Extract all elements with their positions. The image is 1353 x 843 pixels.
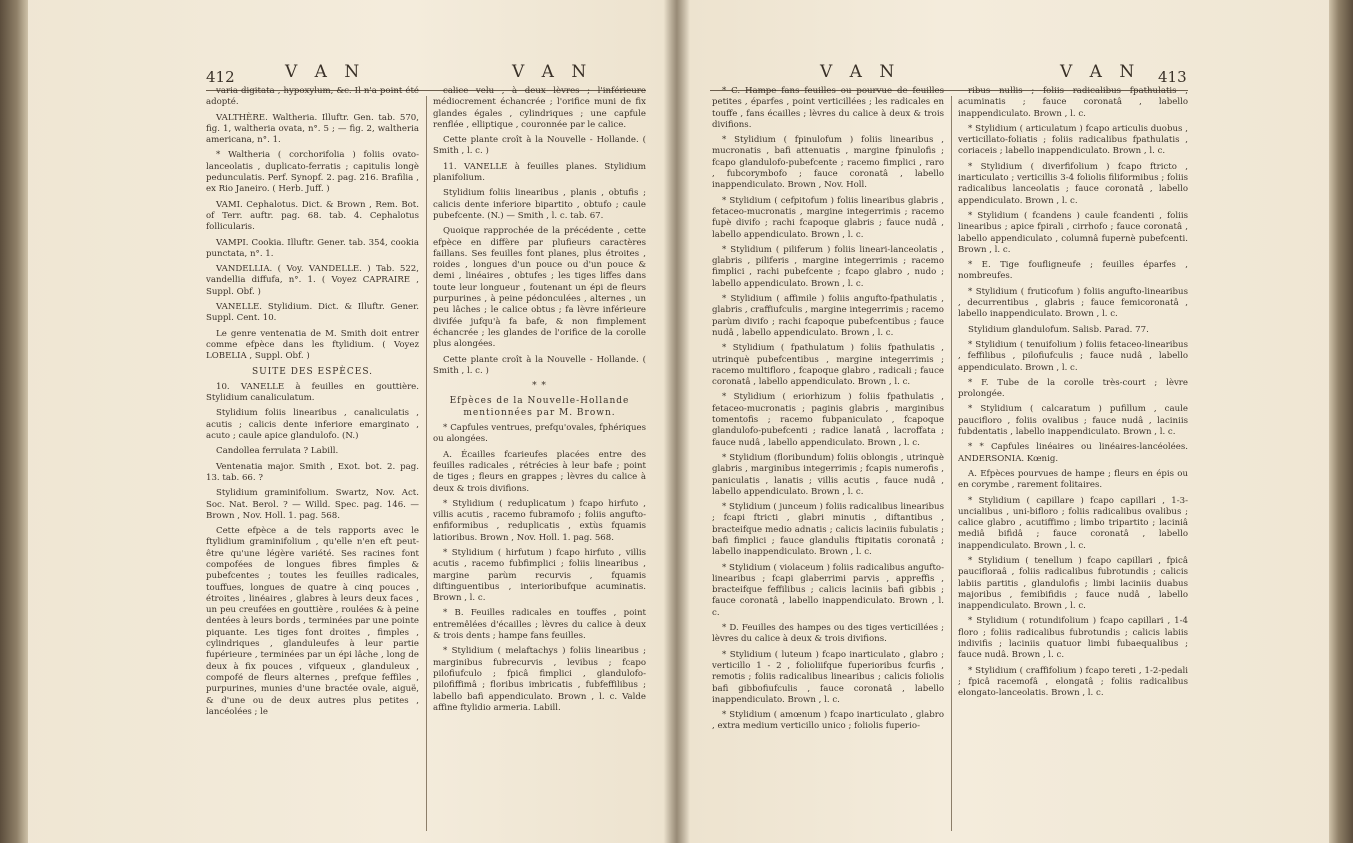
- paragraph: * Stylidium ( eriorhizum ) foliis fpathulatis , fetaceo-mucronatis ; paginis glabris , marginibus tomentofis ; racemo fubpaniculato , fcapoque glandulofo-pubefcenti ; radice lanatâ , lacroffata ; fauce nudâ , labello appendiculato. Brown , l. c.: [712, 392, 944, 448]
- paragraph: VANELLE. Stylidium. Dict. & Illuftr. Gener. Suppl. Cent. 10.: [206, 302, 419, 324]
- paragraph: Le genre ventenatia de M. Smith doit entrer comme efpèce dans les ftylidium. ( Voyez LOBELIA , Suppl. Obf. ): [206, 328, 419, 362]
- paragraph: Stylidium foliis linearibus , canaliculatis , acutis ; calicis dente inferiore emarginato , acuto ; caule apice glandulofo. (N.): [206, 408, 419, 442]
- paragraph: * Stylidium ( tenuifolium ) foliis fetaceo-linearibus , feffilibus , pilofiufculis ; fauce nudâ , labello appendiculato. Brown , l. c.: [958, 339, 1188, 373]
- paragraph: * F. Tube de la corolle très-court ; lèvre prolongée.: [958, 377, 1188, 400]
- paragraph: * Stylidium ( fcandens ) caule fcandenti , foliis linearibus ; apice fpirali , cirrhofo ; fauce coronatâ , labello appendiculato , columnâ fupernè pubefcenti. Brown , l. c.: [958, 210, 1188, 255]
- paragraph: VAMI. Cephalotus. Dict. & Brown , Rem. Bot. of Terr. auftr. pag. 68. tab. 4. Cephalotus follicularis.: [206, 199, 419, 233]
- paragraph: * Capfules ventrues, prefqu'ovales, fphériques ou alongées.: [433, 423, 646, 445]
- paragraph: * Stylidium ( diverfifolium ) fcapo ftricto , inarticulato ; verticillis 3-4 foliolis filiformibus ; foliis radicalibus lanceolatis ; fauce coronatâ , labello appendiculato. Brown , l. c.: [958, 161, 1188, 206]
- paragraph: * B. Feuilles radicales en touffes , point entremêlées d'écailles ; lèvres du calice à deux & trois dents ; hampe fans feuilles.: [433, 608, 646, 642]
- paragraph: 11. VANELLE à feuilles planes. Stylidium planifolium.: [433, 161, 646, 184]
- paragraph: Quoique rapprochée de la précédente , cette efpèce en diffère par plufieurs caractères faillans. Ses feuilles font planes, plus étroites , roides , longues d'un pouce ou d'un pouce & demi , linéaires , obtufes ; les tiges liffes dans toute leur longueur , foutenant un épi de fleurs purpurines , à peine pédonculées , alternes , un peu lâches ; le calice obtus ; fa lèvre inférieure divifée jufqu'à fa bafe, & non fimplement échancrée ; les glandes de l'orifice de la corolle plus alongées.: [433, 226, 646, 350]
- paragraph: * Stylidium ( luteum ) fcapo inarticulato , glabro ; verticillo 1 - 2 , folioliifque fuperioribus fcurfis , remotis ; foliis radicalibus linearibus ; calicis foliolis bafi gibbofiufculis , fauce coronatâ , labello inappendiculato. Brown , l. c.: [712, 649, 944, 705]
- paragraph: Ventenatia major. Smith , Exot. bot. 2. pag. 13. tab. 66. ?: [206, 461, 419, 483]
- page-edge-left: [0, 0, 28, 843]
- paragraph: * Stylidium ( calcaratum ) pufillum , caule paucifloro , foliis ovalibus ; fauce nudâ , laciniis fubdentatis , labello inappendiculato. Brown , l. c.: [958, 404, 1188, 438]
- paragraph: 10. VANELLE à feuilles en gouttière. Stylidium canaliculatum.: [206, 381, 419, 404]
- paragraph: SUITE DES ESPÈCES.: [251, 366, 374, 377]
- right-page-number: 413: [1158, 68, 1187, 86]
- paragraph: * Stylidium ( tenellum ) fcapo capillari , fpicâ paucifloraâ , foliis radicalibus fubrotundis ; calicis labiis partitis , glandulofis ; limbi laciniis duabus majoribus , femibifidis ; fauce nudâ , labello inappendiculato. Brown , l. c.: [958, 555, 1188, 612]
- paragraph: A. Efpèces pourvues de hampe ; fleurs en épis ou en corymbe , rarement folitaires.: [958, 468, 1188, 491]
- right-running-head-1: V A N: [820, 62, 901, 82]
- paragraph: VALTHÈRE. Waltheria. Illuftr. Gen. tab. 570, fig. 1, waltheria ovata, n°. 5 ; — fig. 2, waltheria americana, n°. 1.: [206, 112, 419, 146]
- paragraph: * Stylidium ( violaceum ) foliis radicalibus angufto-linearibus ; fcapi glaberrimi parvis , appreffis , bracteifque feffilibus ; calicis laciniis bafi gibbis ; fauce coronatâ , labello inappendiculato. Brown , l. c.: [712, 562, 944, 618]
- paragraph: calice velu , à deux lèvres ; l'inférieure médiocrement échancrée ; l'orifice muni de fix glandes égales , cylindriques ; une capfule renflée , elliptique , couronnée par le calice.: [433, 86, 646, 130]
- paragraph: Stylidium foliis linearibus , planis , obtufis ; calicis dente inferiore bipartito , obtufo ; caule pubefcente. (N.) — Smith , l. c. tab. 67.: [433, 188, 646, 221]
- book-gutter: [664, 0, 690, 843]
- right-running-head-2: V A N: [1060, 62, 1141, 82]
- paragraph: * E. Tige foufligneufe ; feuilles éparfes , nombreufes.: [958, 260, 1188, 282]
- left-page-number: 412: [206, 68, 235, 86]
- paragraph: * Stylidium ( cefpitofum ) foliis linearibus glabris , fetaceo-mucronatis , margine integerrimis ; racemo fupè divifo ; rachi fcapoque glabris ; fauce nudâ , labello appendiculato. Brown , l. c.: [712, 195, 944, 240]
- paragraph: * Stylidium ( melaftachys ) foliis linearibus ; marginibus fubrecurvis , levibus ; fcapo pilofiufculo ; fpicâ fimplici , glandulofo-pilofiffimâ ; floribus imbricatis , fubfeffilibus ; labello bafi appendiculato. Brown , l. c. Valde affine ftylidio armeria. Labill.: [433, 646, 646, 713]
- paragraph: VAMPI. Cookia. Illuftr. Gener. tab. 354, cookia punctata, n°. 1.: [206, 237, 419, 259]
- paragraph: * Stylidium ( amœnum ) fcapo inarticulato , glabro , extra medium verticillo unico ; foliolis fuperio-: [712, 710, 944, 732]
- paragraph: * Stylidium ( reduplicatum ) fcapo hirfuto , villis acutis , racemo fubramofo ; foliis angufto-enfiformibus , reduplicatis , extùs fquamis latioribus. Brown , Nov. Holl. 1. pag. 568.: [433, 498, 646, 543]
- paragraph: * Stylidium ( hirfutum ) fcapo hirfuto , villis acutis , racemo fubfimplici ; foliis linearibus , margine parùm recurvis , fquamis diftinguentibus , interioribufque acuminatis. Brown , l. c.: [433, 547, 646, 604]
- paragraph: * Stylidium ( piliferum ) foliis lineari-lanceolatis , glabris , piliferis , margine integerrimis ; racemo fimplici , rachi pubefcente ; fcapo glabro , nudo ; labello appendiculato. Brown , l. c.: [712, 244, 944, 289]
- paragraph: * * Capfules linéaires ou linéaires-lancéolées. ANDERSONIA. Kœnig.: [958, 442, 1188, 464]
- paragraph: * Stylidium ( capillare ) fcapo capillari , 1-3-uncialibus , uni-bifloro ; foliis radicalibus ovalibus ; calice glabro , acutiffimo ; limbo tripartito ; laciniâ mediâ bifidâ ; fauce coronatâ , labello inappendiculato. Brown , l. c.: [958, 495, 1188, 551]
- left-column-2: [433, 86, 646, 828]
- right-column-divider: [951, 96, 952, 831]
- right-column-2: [958, 86, 1188, 828]
- paragraph: ribus nullis ; foliis radicalibus fpathulatis , acuminatis ; fauce coronatâ , labello inappendiculato. Brown , l. c.: [958, 86, 1188, 119]
- paragraph: * Stylidium ( fpinulofum ) foliis linearibus , mucronatis , bafi attenuatis , margine fpinulofis ; fcapo glandulofo-pubefcente ; racemo fimplici , raro , fubcorymbofo ; fauce coronatâ , labello inappendiculato. Brown , Nov. Holl.: [712, 135, 944, 191]
- left-running-head-2: V A N: [512, 62, 593, 82]
- paragraph: VANDELLIA. ( Voy. VANDELLE. ) Tab. 522, vandellia diffufa, n°. 1. ( Voyez CAPRAIRE , Suppl. Obf. ): [206, 264, 419, 297]
- page-edge-right: [1329, 0, 1353, 843]
- paragraph: * Stylidium ( affimile ) foliis angufto-fpathulatis , glabris , craffiufculis , margine integerrimis ; racemo parùm divifo ; rachi fcapoque pubefcentibus ; fauce nudâ , labello appendiculato. Brown , l. c.: [712, 294, 944, 338]
- left-column-divider: [426, 96, 427, 831]
- paragraph: * Stylidium ( craffifolium ) fcapo tereti , 1-2-pedali ; fpicâ racemofâ , elongatâ ; foliis radicalibus elongato-lanceolatis. Brown , l. c.: [958, 665, 1188, 699]
- left-running-head-1: V A N: [285, 62, 366, 82]
- paragraph: * Stylidium ( fruticofum ) foliis angufto-linearibus , decurrentibus , glabris ; fauce femicoronatâ , labello inappendiculato. Brown , l. c.: [958, 286, 1188, 320]
- paragraph: * D. Feuilles des hampes ou des tiges verticillées ; lèvres du calice à deux & trois divifions.: [712, 623, 944, 645]
- paragraph: Cette plante croît à la Nouvelle - Hollande. ( Smith , l. c. ): [433, 135, 646, 157]
- paragraph: * C. Hampe fans feuilles ou pourvue de feuilles petites , éparfes , point verticillées ; les radicales en touffe , fans écailles ; lèvres du calice à deux & trois divifions.: [712, 86, 944, 130]
- paragraph: Stylidium graminifolium. Swartz, Nov. Act. Soc. Nat. Berol. ? — Willd. Spec. pag. 146. — Brown , Nov. Holl. 1. pag. 568.: [206, 488, 419, 521]
- paragraph: Efpèces de la Nouvelle-Hollande mentionnées par M. Brown.: [449, 396, 630, 418]
- paragraph: Cette plante croît à la Nouvelle - Hollande. ( Smith , l. c. ): [433, 354, 646, 376]
- left-column-1: [206, 86, 419, 828]
- right-column-1: [712, 86, 944, 828]
- paragraph: * Stylidium (floribundum) foliis oblongis , utrinquè glabris , marginibus integerrimis ; fcapis numerofis , paniculatis , lanatis ; villis acutis , fauce nudâ , labello appendiculato. Brown , l. c.: [712, 452, 944, 497]
- paragraph: * Stylidium ( fpathulatum ) foliis fpathulatis , utrinquè pubefcentibus , margine integerrimis ; racemo multifloro , fcapoque glabro , radicali ; fauce coronatâ , labello appendiculato. Brown , l. c.: [712, 343, 944, 388]
- paragraph: A. Écailles fcarieufes placées entre des feuilles radicales , rétrécies à leur bafe ; point de tiges ; fleurs en grappes ; lèvres du calice à deux & trois divifions.: [433, 449, 646, 494]
- paragraph: * Waltheria ( corchorifolia ) foliis ovato-lanceolatis , duplicato-ferratis ; capitulis longè pedunculatis. Perf. Synopf. 2. pag. 216. Brafilia , ex Rio Janeiro. ( Herb. Juff. ): [206, 150, 419, 195]
- paragraph: * Stylidium ( junceum ) foliis radicalibus linearibus ; fcapi ftricti , glabri minutis , diftantibus , bracteifque medio adnatis ; calicis laciniis fubulatis ; bafi fimplici ; fauce glandulis ftipitatis coronatâ ; labello inappendiculato. Brown , l. c.: [712, 502, 944, 558]
- paragraph: Cette efpèce a de tels rapports avec le ftylidium graminifolium , qu'elle n'en eft peut-être qu'une légère variété. Ses racines font compofées de longues fibres fimples & pubefcentes ; toutes les feuilles radicales, touffues, longues de quatre à cinq pouces , étroites , linéaires , glabres à leurs deux faces , un peu creufées en gouttière , roulées & à peine dentées à leurs bords , terminées par une pointe piquante. Les tiges font droites , fimples , cylindriques , glanduleufes à leur partie fupérieure , terminées par un épi lâche , long de deux à fix pouces , vifqueux , glanduleux , compofé de fleurs alternes , prefque feffiles , purpurines, munies d'une bractée ovale, aiguë, & d'une ou de deux autres plus petites , lancéolées ; le: [206, 526, 419, 717]
- paragraph: Candollea ferrulata ? Labill.: [216, 446, 339, 457]
- paragraph: * *: [532, 381, 547, 392]
- paragraph: * Stylidium ( rotundifolium ) fcapo capillari , 1-4 floro ; foliis radicalibus fubrotundis ; calicis labiis indivifis ; laciniis quatuor limbi fubaequalibus ; fauce nudâ. Brown , l. c.: [958, 616, 1188, 661]
- paragraph: Stylidium glandulofum. Salisb. Parad. 77.: [968, 324, 1149, 335]
- paragraph: varia digitata , hypoxylum, &c. Il n'a point été adopté.: [206, 86, 419, 108]
- paragraph: * Stylidium ( articulatum ) fcapo articulis duobus , verticillato-foliatis ; foliis radicalibus fpathulatis , coriaceis ; labello inappendiculato. Brown , l. c.: [958, 123, 1188, 157]
